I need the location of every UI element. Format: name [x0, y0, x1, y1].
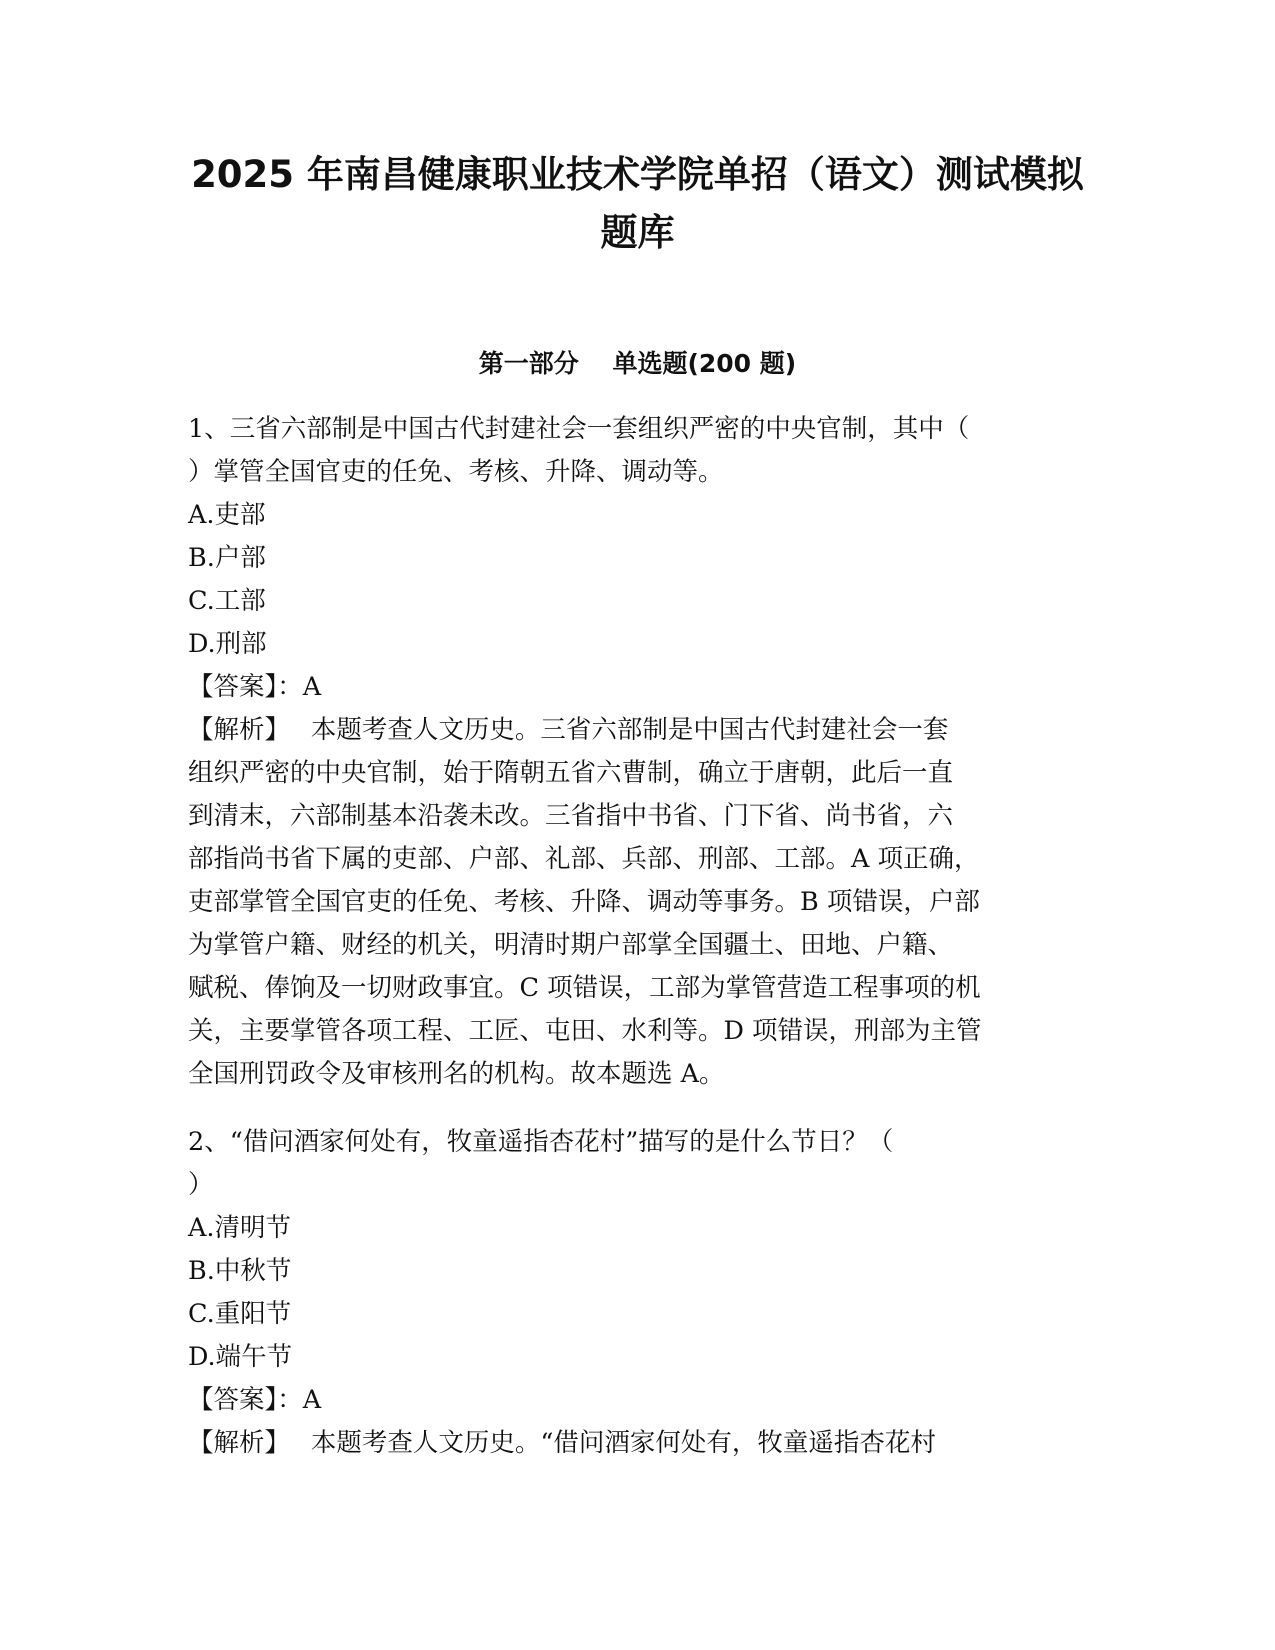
option-b: B.户部 — [188, 543, 266, 573]
question-stem-line: 2、“借问酒家何处有，牧童遥指杏花村”描写的是什么节日？（ — [188, 1127, 894, 1157]
question-stem-line: ） — [188, 1170, 214, 1200]
analysis-line: 为掌管户籍、财经的机关，明清时期户部掌全国疆土、田地、户籍、 — [188, 930, 954, 960]
answer-line: 【答案】：A — [188, 1385, 322, 1415]
analysis-line: 到清末，六部制基本沿袭未改。三省指中书省、门下省、尚书省，六 — [188, 801, 954, 831]
document-title — [150, 146, 1125, 262]
title-line-1: 2025 年南昌健康职业技术学院单招（语文）测试模拟 — [191, 153, 1084, 196]
analysis-line: 【解析】 本题考查人文历史。三省六部制是中国古代封建社会一套 — [188, 715, 949, 745]
question-stem-line: 1、三省六部制是中国古代封建社会一套组织严密的中央官制，其中（ — [188, 414, 970, 444]
analysis-line: 【解析】 本题考查人文历史。“借问酒家何处有，牧童遥指杏花村 — [188, 1428, 936, 1458]
analysis-line: 部指尚书省下属的吏部、户部、礼部、兵部、刑部、工部。A 项正确， — [188, 844, 980, 874]
option-a: A.清明节 — [188, 1213, 292, 1243]
option-d: D.端午节 — [188, 1342, 293, 1372]
option-d: D.刑部 — [188, 629, 267, 659]
option-b: B.中秋节 — [188, 1256, 292, 1286]
title-line-2: 题库 — [600, 211, 675, 254]
section-heading: 第一部分 单选题(200 题) — [478, 349, 797, 378]
question-2 — [188, 1121, 1088, 1465]
analysis-line: 赋税、俸饷及一切财政事宜。C 项错误，工部为掌管营造工程事项的机 — [188, 973, 981, 1003]
question-1 — [188, 408, 1088, 1096]
analysis-line: 吏部掌管全国官吏的任免、考核、升降、调动等事务。B 项错误，户部 — [188, 887, 980, 917]
analysis-line: 关，主要掌管各项工程、工匠、屯田、水利等。D 项错误，刑部为主管 — [188, 1016, 982, 1046]
option-a: A.吏部 — [188, 500, 266, 530]
answer-line: 【答案】：A — [188, 672, 322, 702]
question-stem-line: ）掌管全国官吏的任免、考核、升降、调动等。 — [188, 457, 724, 487]
analysis-line: 组织严密的中央官制，始于隋朝五省六曹制，确立于唐朝，此后一直 — [188, 758, 954, 788]
analysis-line: 全国刑罚政令及审核刑名的机构。故本题选 A。 — [188, 1059, 725, 1089]
option-c: C.工部 — [188, 586, 266, 616]
option-c: C.重阳节 — [188, 1299, 292, 1329]
